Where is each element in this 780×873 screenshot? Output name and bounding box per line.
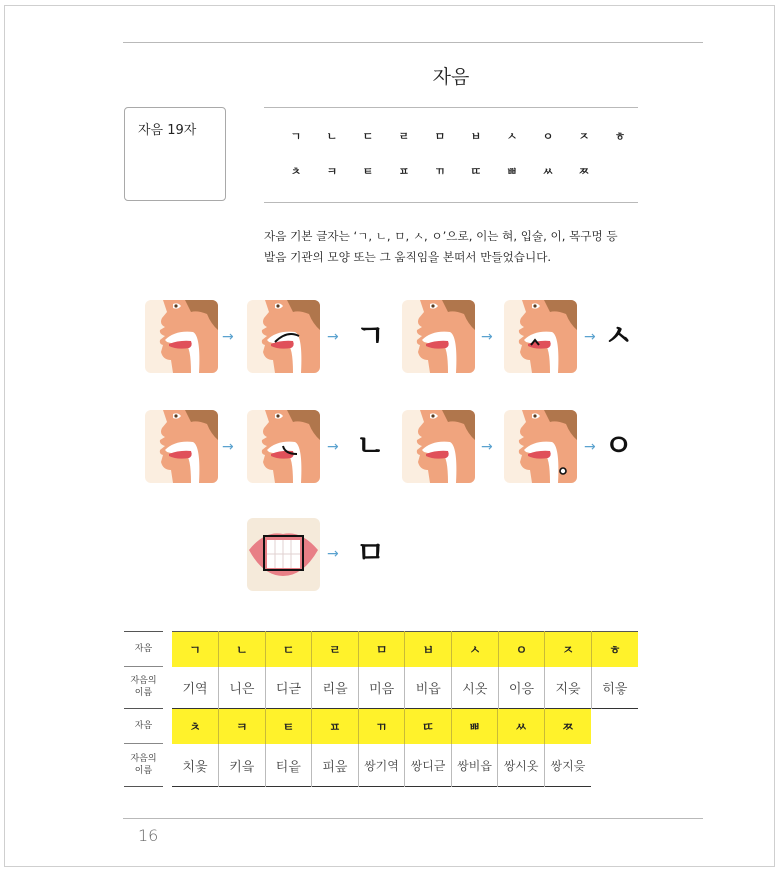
illustration-tongue-tip-raised: [247, 410, 320, 483]
consonant: ㅁ: [434, 130, 446, 143]
table-cell-name: 쌍기역: [358, 744, 405, 787]
table-cell-name: 티읕: [265, 744, 312, 787]
consonant-list-bottom-rule: [264, 202, 638, 203]
consonant: ㄱ: [290, 130, 302, 143]
table-cell-consonant: ㅁ: [358, 632, 405, 668]
consonant: ㅊ: [290, 165, 302, 178]
description-line-1: 자음 기본 글자는 ‘ㄱ, ㄴ, ㅁ, ㅅ, ㅇ’으로, 이는 혀, 입술, 이, 목구멍 등: [264, 229, 618, 243]
consonant: ㄲ: [434, 165, 446, 178]
consonant-list-top-rule: [264, 107, 638, 108]
table-cell-consonant: ㅊ: [172, 709, 219, 744]
table-cell-consonant: ㅂ: [405, 632, 452, 668]
arrow-icon: →: [327, 546, 339, 562]
illustration-lips: [247, 518, 320, 591]
consonant: ㅉ: [578, 165, 590, 178]
illustration-throat-rest: [402, 410, 475, 483]
row-label-name: [124, 666, 163, 708]
illustration-teeth: [504, 300, 577, 373]
table-cell-consonant: ㅎ: [591, 632, 638, 668]
table-cell-consonant: ㄸ: [405, 709, 452, 744]
arrow-icon: →: [481, 439, 493, 455]
table-cell-name: 이응: [498, 667, 545, 709]
row-label-consonant: 자음: [134, 643, 153, 654]
table-cell-consonant: ㅋ: [219, 709, 266, 744]
illustration-tongue-rest-g: [145, 300, 218, 373]
table-cell-name: 시옷: [452, 667, 499, 709]
consonant: ㅇ: [542, 130, 554, 143]
table-cell-consonant: ㅍ: [312, 709, 359, 744]
arrow-icon: →: [222, 439, 234, 455]
row-label-name: [124, 743, 163, 786]
consonant: ㅆ: [542, 165, 554, 178]
arrow-icon: →: [327, 439, 339, 455]
table-cell-name: 기역: [172, 667, 219, 709]
consonant: ㅍ: [398, 165, 410, 178]
consonant: ㄹ: [398, 130, 410, 143]
table-row-names: [172, 667, 638, 709]
table-row-names: [172, 744, 591, 787]
table-cell-consonant: ㄷ: [265, 632, 312, 668]
consonant: ㅃ: [506, 165, 518, 178]
consonant: ㄸ: [470, 165, 482, 178]
table-cell-consonant: ㅆ: [498, 709, 545, 744]
table-cell-name: 니은: [219, 667, 266, 709]
table-label-divider: [124, 786, 163, 787]
row-label-consonant: 자음: [134, 721, 153, 731]
consonant-table-part-1: [172, 631, 638, 709]
page-title: 자음: [432, 66, 470, 88]
consonant: ㄷ: [362, 130, 374, 143]
consonant: ㅎ: [614, 130, 626, 143]
table-cell-name: 피읖: [312, 744, 359, 787]
table-row-consonants: [172, 709, 591, 744]
table-cell-name: 히읗: [591, 667, 638, 709]
table-row-consonants: [172, 632, 638, 668]
description: [264, 226, 654, 268]
table-cell-name: 비읍: [405, 667, 452, 709]
row-label-name-line-2: 이름: [134, 688, 153, 698]
table-cell-consonant: ㄹ: [312, 632, 359, 668]
table-cell-consonant: ㄲ: [358, 709, 405, 744]
consonant-count-label: 자음 19자: [138, 123, 197, 138]
illustration-teeth-rest: [402, 300, 475, 373]
consonant: ㄴ: [326, 130, 338, 143]
table-cell-consonant: ㅇ: [498, 632, 545, 668]
table-cell-consonant: ㅅ: [452, 632, 499, 668]
arrow-icon: →: [222, 329, 234, 345]
result-glyph-siot: ㅅ: [604, 319, 633, 354]
table-cell-name: 리을: [312, 667, 359, 709]
table-cell-name: 쌍비읍: [451, 744, 498, 787]
arrow-icon: →: [584, 329, 596, 345]
consonant: ㅅ: [506, 130, 518, 143]
table-cell-name: 지읒: [545, 667, 592, 709]
page-number: 16: [138, 826, 159, 845]
result-glyph-mieum: ㅁ: [356, 536, 385, 571]
top-rule: [123, 42, 703, 43]
table-cell-consonant: ㅈ: [545, 632, 592, 668]
row-label-name-line-2: 이름: [134, 765, 153, 776]
illustration-throat: [504, 410, 577, 483]
row-label-name-line-1: 자음의: [130, 753, 157, 764]
table-cell-name: 디귿: [265, 667, 312, 709]
table-cell-consonant: ㄴ: [219, 632, 266, 668]
table-cell-name: 미음: [358, 667, 405, 709]
arrow-icon: →: [584, 439, 596, 455]
consonant-list-row-1: [278, 128, 638, 144]
result-glyph-ieung: ㅇ: [604, 429, 633, 464]
bottom-rule: [123, 818, 703, 819]
table-cell-consonant: ㄱ: [172, 632, 219, 668]
table-cell-name: 치읓: [172, 744, 219, 787]
consonant-table-part-2: [172, 709, 591, 787]
consonant-count-box: [124, 107, 226, 201]
illustration-tongue-rest-n: [145, 410, 218, 483]
table-cell-consonant: ㅌ: [265, 709, 312, 744]
illustration-tongue-back-raised: [247, 300, 320, 373]
consonant: ㅂ: [470, 130, 482, 143]
table-cell-name: 키읔: [219, 744, 266, 787]
table-cell-consonant: ㅃ: [451, 709, 498, 744]
consonant: ㅈ: [578, 130, 590, 143]
result-glyph-giyeok: ㄱ: [356, 319, 385, 354]
consonant-list-row-2: [278, 163, 602, 179]
table-cell-name: 쌍시옷: [498, 744, 545, 787]
arrow-icon: →: [327, 329, 339, 345]
result-glyph-nieun: ㄴ: [356, 429, 385, 464]
row-label-name-line-1: 자음의: [130, 676, 157, 686]
table-cell-consonant: ㅉ: [544, 709, 591, 744]
table-cell-name: 쌍지읒: [544, 744, 591, 787]
arrow-icon: →: [481, 329, 493, 345]
consonant: ㅌ: [362, 165, 374, 178]
consonant: ㅋ: [326, 165, 338, 178]
table-cell-name: 쌍디귿: [405, 744, 452, 787]
description-line-2: 발음 기관의 모양 또는 그 움직임을 본떠서 만들었습니다.: [264, 250, 552, 264]
